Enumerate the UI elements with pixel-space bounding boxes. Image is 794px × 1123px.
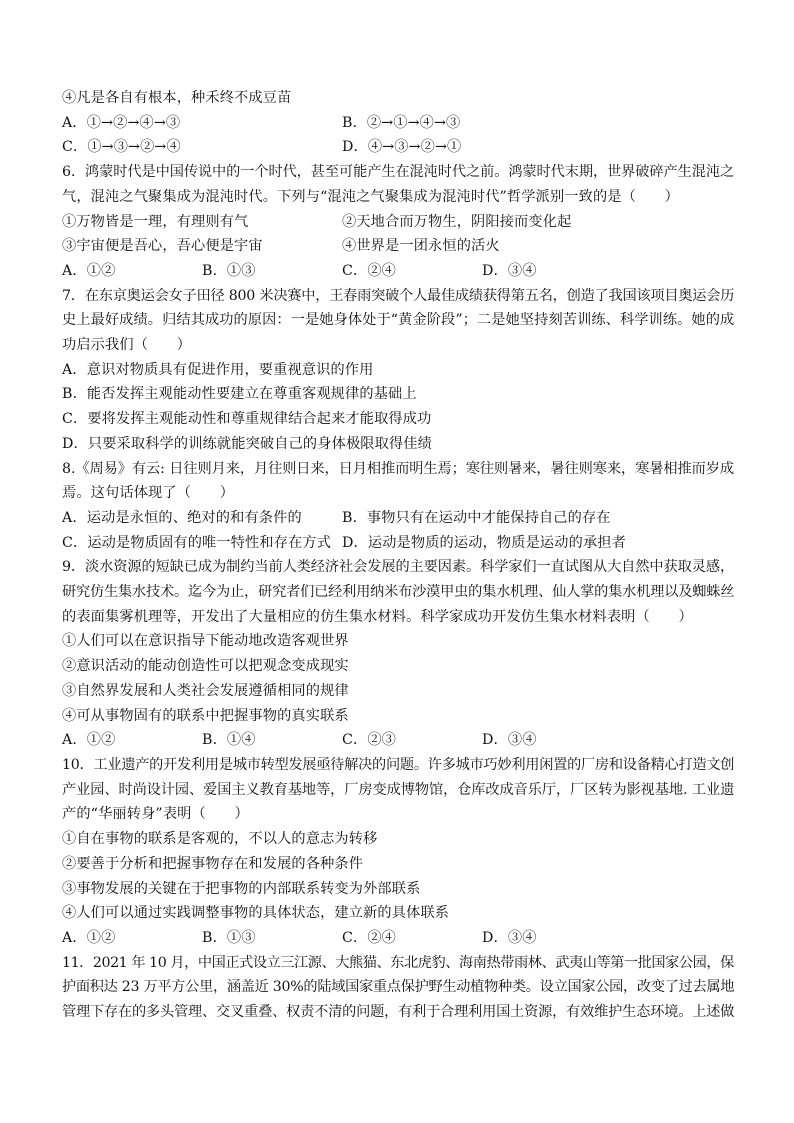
question-stem-line: 9．淡水资源的短缺已成为制约当前人类经济社会发展的主要因素。科学家们一直试图从大自然中获取灵感， — [62, 559, 734, 576]
choice-c[interactable]: C．运动是物质固有的唯一特性和存在方式 — [62, 534, 332, 551]
statement-2: ②意识活动的能动创造性可以把观念变成现实 — [62, 658, 349, 675]
question-stem-line: 研究仿生集水技术。迄今为止，研究者们已经利用纳米布沙漠甲虫的集水机理、仙人掌的集水机理以及蜘蛛丝 — [62, 584, 734, 601]
answer-choices — [62, 259, 734, 284]
choice-a[interactable]: A．①② — [62, 929, 116, 946]
question-stem-line: 的表面集雾机理等，开发出了大量相应的仿生集水材料。科学家成功开发仿生集水材料表明（ ） — [62, 608, 693, 625]
choice-b[interactable]: B．事物只有在运动中才能保持自己的存在 — [342, 509, 611, 526]
answer-choices — [62, 111, 734, 136]
question-list — [62, 86, 734, 1025]
statement-3: ③事物发展的关键在于把事物的内部联系转变为外部联系 — [62, 880, 421, 897]
choice-d[interactable]: D．运动是物质的运动，物质是运动的承担者 — [342, 534, 626, 551]
statement-4: ④世界是一团永恒的活火 — [342, 238, 500, 255]
statement-2: ②要善于分析和把握事物存在和发展的各种条件 — [62, 855, 364, 872]
choice-d[interactable]: D．④→③→②→① — [342, 139, 462, 156]
statement-options — [62, 210, 734, 235]
choice-d[interactable]: D．只要采取科学的训练就能突破自己的身体极限取得佳绩 — [62, 435, 432, 452]
statement-1: ①自在事物的联系是客观的，不以人的意志为转移 — [62, 831, 378, 848]
answer-choices — [62, 728, 734, 753]
question-stem-line: 管理下存在的多头管理、交叉重叠、权责不清的问题，有利于合理利用国土资源，有效维护生态环境。上述做 — [62, 1004, 734, 1021]
choice-c[interactable]: C．②④ — [342, 929, 397, 946]
choice-a[interactable]: A．运动是永恒的、绝对的和有条件的 — [62, 509, 302, 526]
question-stem-line: 焉。这句话体现了（ ） — [62, 485, 235, 502]
answer-choices — [62, 926, 734, 951]
statement-1: ①万物皆是一理，有理则有气 — [62, 213, 249, 230]
choice-c[interactable]: C．要将发挥主观能动性和尊重规律结合起来才能取得成功 — [62, 411, 432, 428]
answer-choices — [62, 506, 734, 531]
choice-c[interactable]: C．②④ — [342, 262, 397, 279]
question-stem-line: 产的“华丽转身”表明（ ） — [62, 806, 249, 823]
choice-d[interactable]: D．③④ — [482, 732, 537, 749]
answer-choices — [62, 531, 734, 556]
question-stem-line: 功启示我们（ ） — [62, 337, 192, 354]
question-9 — [62, 555, 734, 753]
choice-b[interactable]: B．①③ — [202, 929, 256, 946]
question-stem-line: 史上最好成绩。归结其成功的原因：一是她身体处于“黄金阶段”；二是她坚持刻苦训练、科学训练。她的成 — [62, 312, 734, 329]
statement-3: ③宇宙便是吾心，吾心便是宇宙 — [62, 238, 263, 255]
question-5-tail — [62, 86, 734, 160]
choice-d[interactable]: D．③④ — [482, 262, 537, 279]
statement-4: ④可从事物固有的联系中把握事物的真实联系 — [62, 707, 349, 724]
question-stem-line: 10．工业遗产的开发利用是城市转型发展亟待解决的问题。许多城市巧妙利用闲置的厂房和设备精心打造文创 — [62, 756, 734, 773]
choice-a[interactable]: A．①② — [62, 262, 116, 279]
statement-3: ③自然界发展和人类社会发展遵循相同的规律 — [62, 682, 349, 699]
choice-b[interactable]: B．能否发挥主观能动性要建立在尊重客观规律的基础上 — [62, 386, 417, 403]
question-8 — [62, 457, 734, 556]
choice-c[interactable]: C．①→③→②→④ — [62, 139, 181, 156]
choice-a[interactable]: A．①② — [62, 732, 116, 749]
statement-2: ②天地合而万物生，阴阳接而变化起 — [342, 213, 572, 230]
question-stem-line: 产业园、时尚设计园、爱国主义教育基地等，厂房变成博物馆，仓库改成音乐厅，厂区转为影视基地. 工业遗 — [62, 781, 734, 798]
question-stem-line: 6．鸿蒙时代是中国传说中的一个时代，甚至可能产生在混沌时代之前。鸿蒙时代末期，世界破碎产生混沌之 — [62, 164, 734, 181]
choice-d[interactable]: D．③④ — [482, 929, 537, 946]
statement-options — [62, 234, 734, 259]
choice-a[interactable]: A．①→②→④→③ — [62, 114, 181, 131]
statement-4: ④人们可以通过实践调整事物的具体状态，建立新的具体联系 — [62, 905, 450, 922]
choice-b[interactable]: B．②→①→④→③ — [342, 114, 461, 131]
question-stem-line: 11．2021 年 10 月，中国正式设立三江源、大熊猫、东北虎豹、海南热带雨林、武夷山等第一批国家公园，保 — [62, 954, 734, 971]
question-11 — [62, 951, 734, 1025]
statement-1: ①人们可以在意识指导下能动地改造客观世界 — [62, 633, 349, 650]
question-10 — [62, 753, 734, 951]
choice-b[interactable]: B．①③ — [202, 262, 256, 279]
statement-line: ④凡是各自有根本，种禾终不成豆苗 — [62, 90, 292, 106]
question-6 — [62, 160, 734, 284]
question-stem-line: 8.《周易》有云: 日往则月来，月往则日来，日月相推而明生焉；寒往则暑来，暑往则寒来，寒暑相推而岁成 — [62, 460, 734, 477]
question-7 — [62, 284, 734, 457]
question-stem-line: 气，混沌之气聚集成为混沌时代。下列与“混沌之气聚集成为混沌时代”哲学派别一致的是（ ） — [62, 188, 679, 205]
choice-c[interactable]: C．②③ — [342, 732, 397, 749]
question-stem-line: 7．在东京奥运会女子田径 800 米决赛中，王春雨突破个人最佳成绩获得第五名，创造了我国该项目奥运会历 — [62, 287, 734, 304]
answer-choices — [62, 135, 734, 160]
choice-a[interactable]: A．意识对物质具有促进作用，要重视意识的作用 — [62, 361, 374, 378]
question-stem-line: 护面积达 23 万平方公里，涵盖近 30%的陆域国家重点保护野生动植物种类。设立国家公园，改变了过去属地 — [62, 979, 734, 996]
choice-b[interactable]: B．①④ — [202, 732, 256, 749]
